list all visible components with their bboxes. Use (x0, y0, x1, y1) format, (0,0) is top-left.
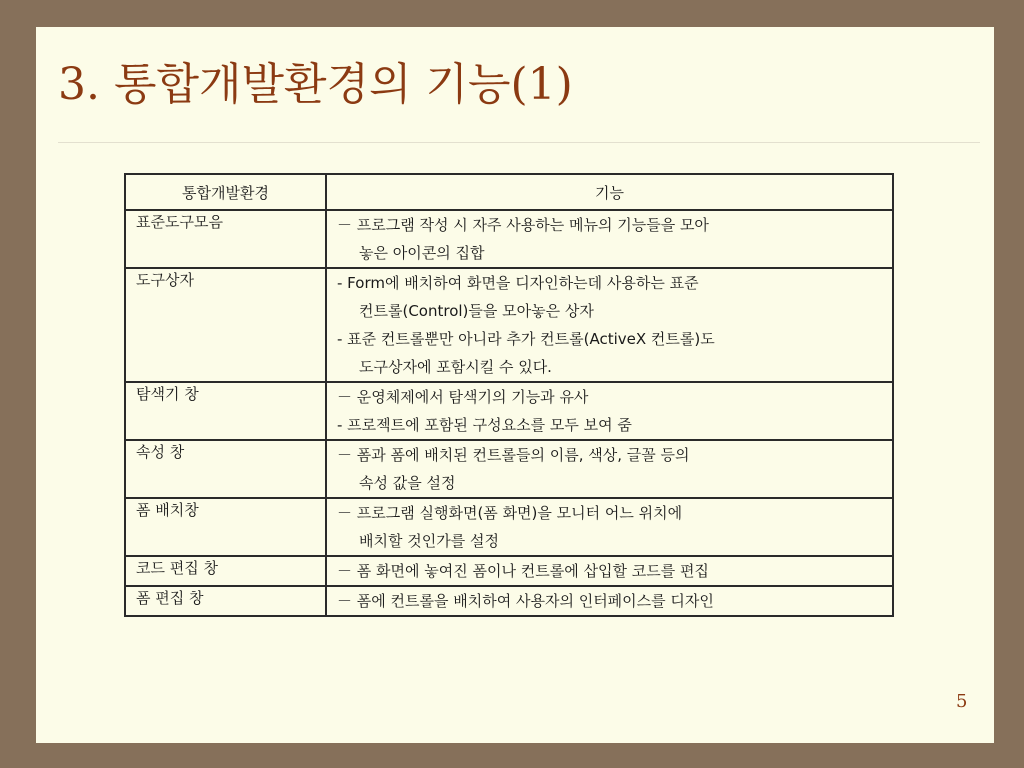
row-name: 탐색기 창 (125, 382, 326, 440)
description-line: - Form에 배치하여 화면을 디자인하는데 사용하는 표준 (337, 274, 699, 292)
table-row (125, 586, 893, 616)
description-line: 도구상자에 포함시킬 수 있다. (359, 358, 552, 376)
row-description (326, 210, 893, 268)
row-description (326, 586, 893, 616)
table-row (125, 440, 893, 498)
table-row (125, 382, 893, 440)
row-name: 코드 편집 창 (125, 556, 326, 586)
header-environment: 통합개발환경 (125, 174, 326, 210)
row-name: 폼 배치창 (125, 498, 326, 556)
row-description (326, 268, 893, 382)
description-line: 컨트롤(Control)들을 모아놓은 상자 (359, 302, 594, 320)
title-divider (58, 142, 980, 143)
slide-title: 3. 통합개발환경의 기능(1) (58, 59, 573, 110)
description-line: - 프로젝트에 포함된 구성요소를 모두 보여 줌 (337, 416, 632, 434)
row-description (326, 440, 893, 498)
description-line: － 프로그램 작성 시 자주 사용하는 메뉴의 기능들을 모아 (337, 216, 709, 234)
description-line: - 표준 컨트롤뿐만 아니라 추가 컨트롤(ActiveX 컨트롤)도 (337, 330, 715, 348)
description-line: 속성 값을 설정 (359, 474, 456, 492)
table-row (125, 210, 893, 268)
row-name: 표준도구모음 (125, 210, 326, 268)
description-line: － 폼과 폼에 배치된 컨트롤들의 이름, 색상, 글꼴 등의 (337, 446, 690, 464)
table-row (125, 556, 893, 586)
description-line: － 폼 화면에 놓여진 폼이나 컨트롤에 삽입할 코드를 편집 (337, 562, 709, 580)
row-description (326, 556, 893, 586)
row-name: 도구상자 (125, 268, 326, 382)
page-number: 5 (956, 691, 968, 712)
slide (36, 27, 994, 743)
row-name: 폼 편집 창 (125, 586, 326, 616)
row-description (326, 498, 893, 556)
row-description (326, 382, 893, 440)
table-row (125, 268, 893, 382)
description-line: － 프로그램 실행화면(폼 화면)을 모니터 어느 위치에 (337, 504, 683, 522)
feature-table (124, 173, 894, 617)
description-line: 놓은 아이콘의 집합 (359, 244, 485, 262)
description-line: － 폼에 컨트롤을 배치하여 사용자의 인터페이스를 디자인 (337, 592, 714, 610)
description-line: － 운영체제에서 탐색기의 기능과 유사 (337, 388, 589, 406)
header-function: 기능 (326, 174, 893, 210)
row-name: 속성 창 (125, 440, 326, 498)
table-row (125, 498, 893, 556)
description-line: 배치할 것인가를 설정 (359, 532, 499, 550)
table-header-row (125, 174, 893, 210)
